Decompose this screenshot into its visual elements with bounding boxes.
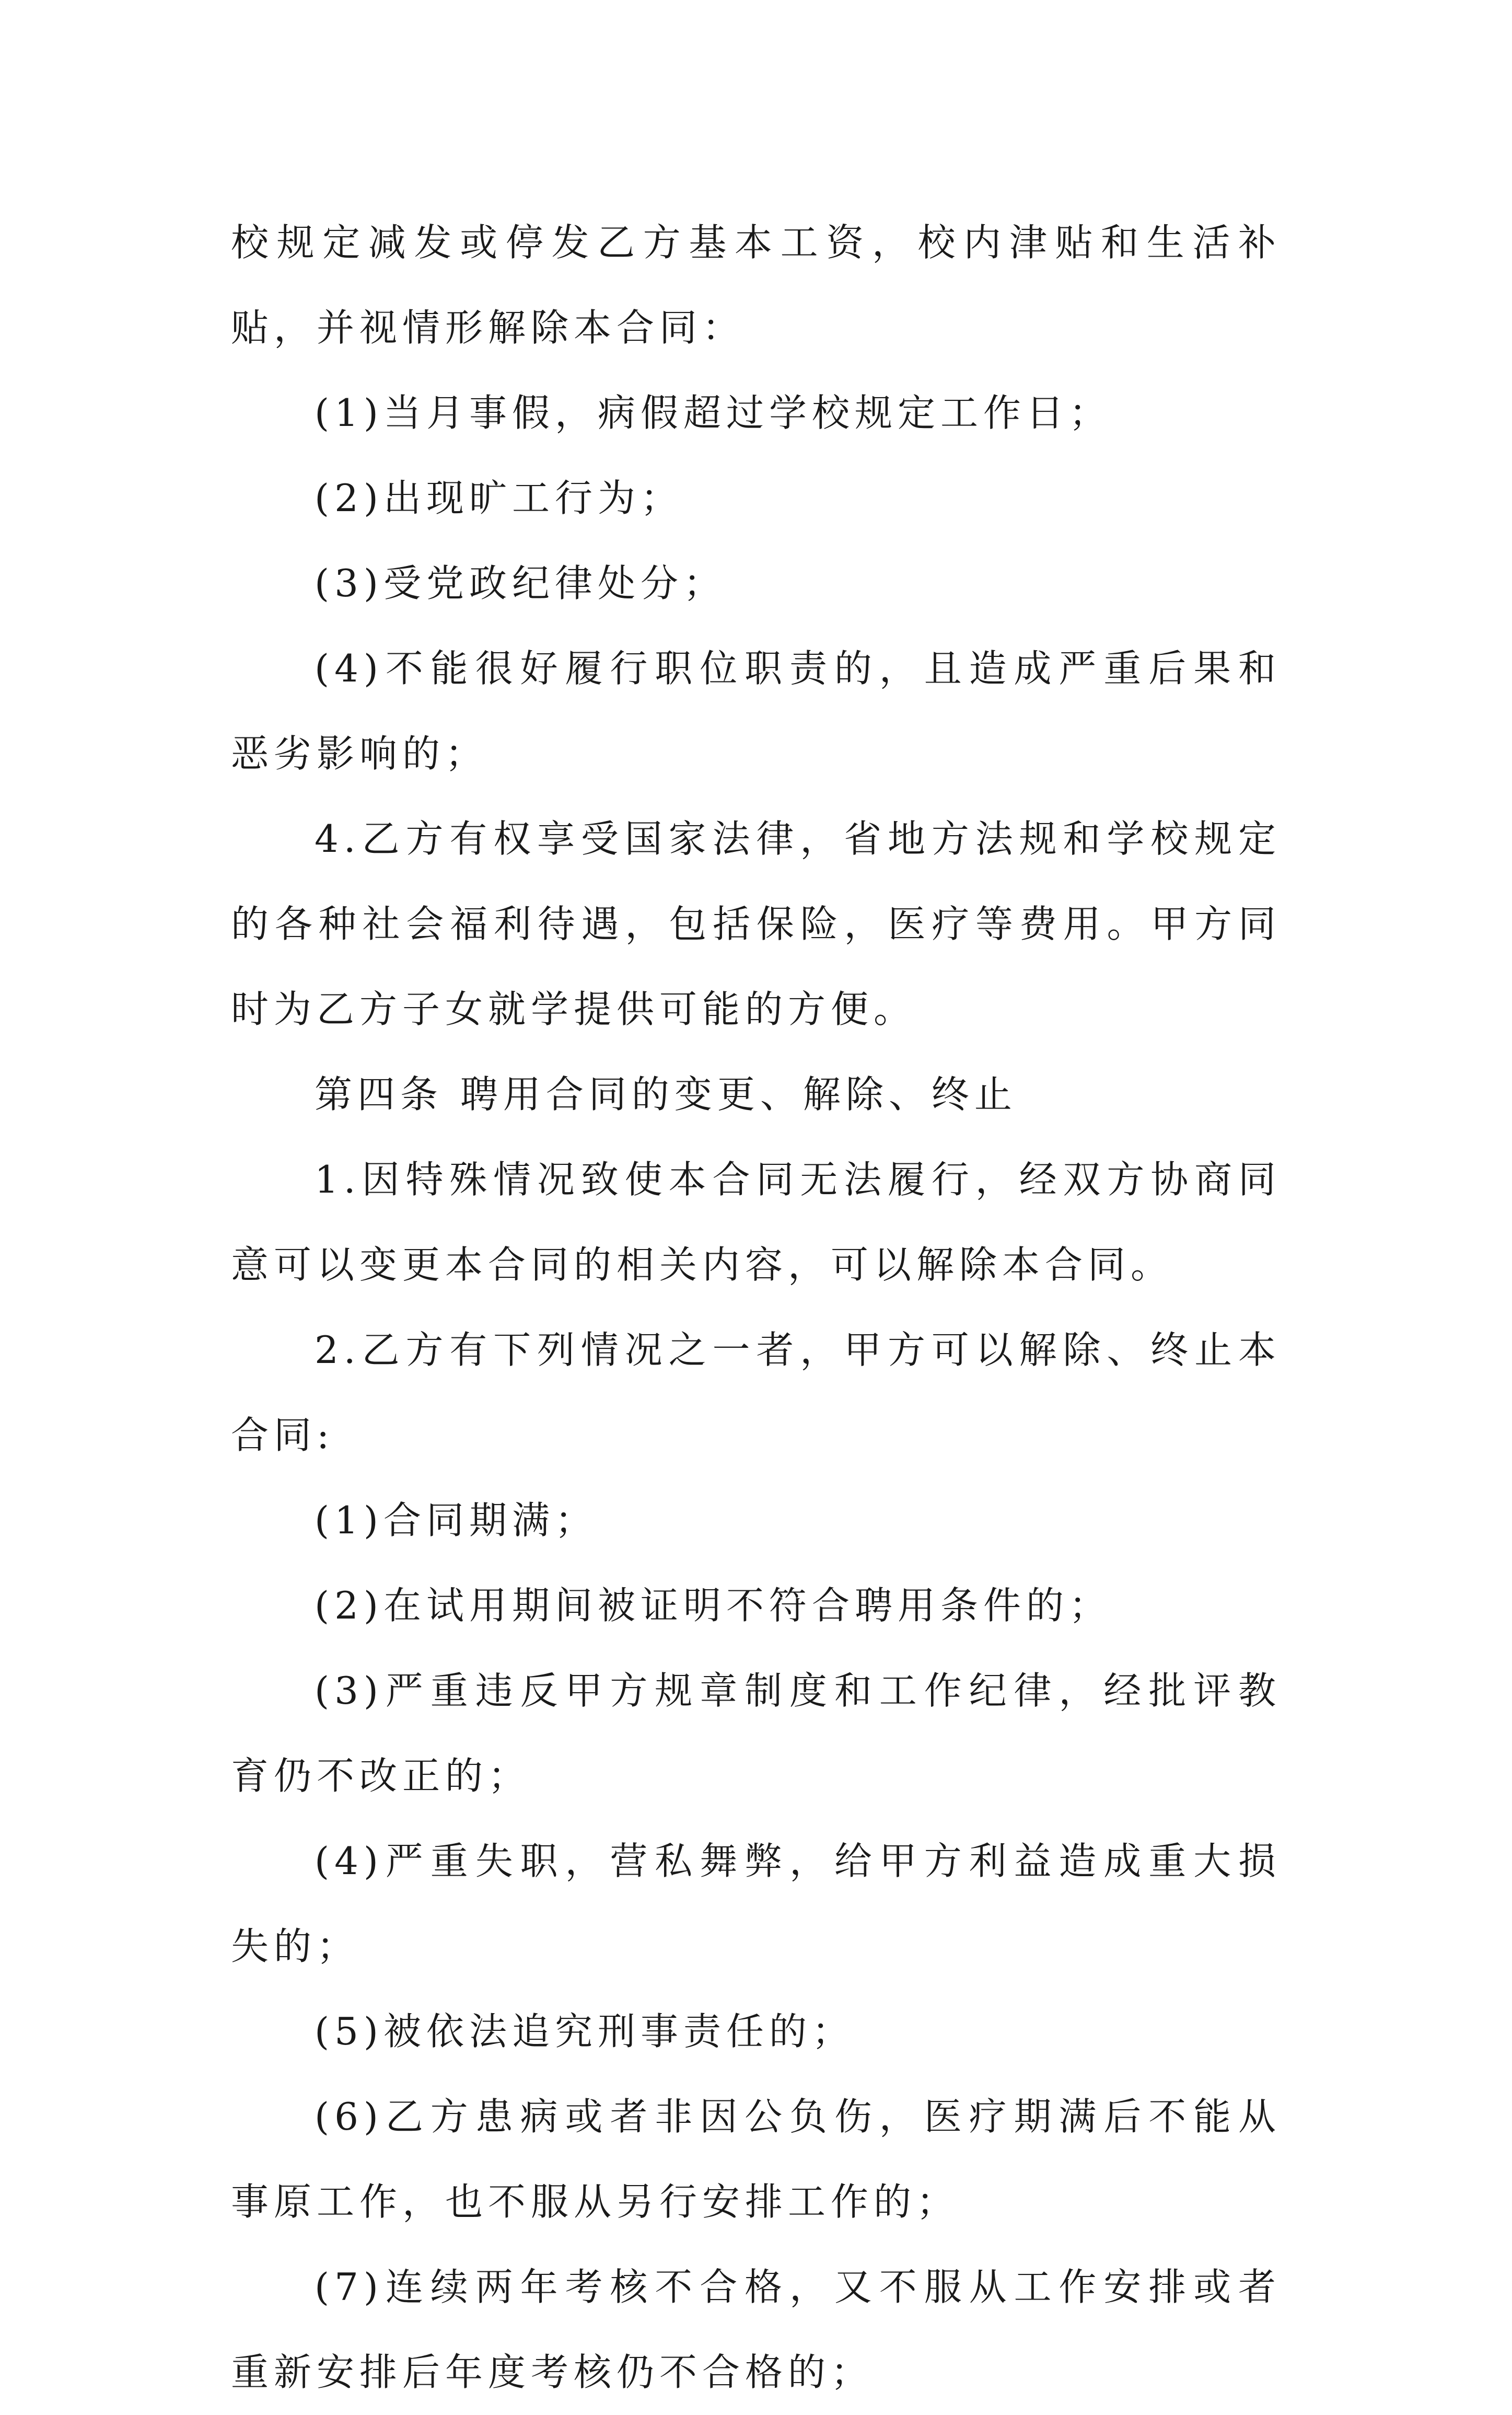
list-item: (3)严重违反甲方规章制度和工作纪律，经批评教育仍不改正的； [231,1669,1281,1798]
list-item: (2)在试用期间被证明不符合聘用条件的； [315,1584,1112,1627]
paragraph: 1.因特殊情况致使本合同无法履行，经双方协商同意可以变更本合同的相关内容，可以解除本合同。 [231,1158,1281,1287]
list-item: (5)被依法追究刑事责任的； [315,2009,855,2053]
body-text [231,200,1281,2415]
list-item: (7)连续两年考核不合格，又不服从工作安排或者重新安排后年度考核仍不合格的； [231,2265,1281,2394]
list-item: (1)合同期满； [315,1498,598,1542]
list-item: (1)当月事假，病假超过学校规定工作日； [315,391,1112,435]
list-item: (2)出现旷工行为； [315,476,683,520]
section-heading: 第四条 聘用合同的变更、解除、终止 [315,1072,1017,1116]
list-item: (6)乙方患病或者非因公负伤，医疗期满后不能从事原工作，也不服从另行安排工作的； [231,2095,1281,2224]
paragraph-continuation: 校规定减发或停发乙方基本工资，校内津贴和生活补贴，并视情形解除本合同： [231,221,1281,350]
paragraph: 4.乙方有权享受国家法律，省地方法规和学校规定的各种社会福利待遇，包括保险，医疗等费用。甲方同时为乙方子女就学提供可能的方便。 [231,817,1281,1031]
paragraph: 2.乙方有下列情况之一者，甲方可以解除、终止本合同: [231,1328,1281,1457]
list-item: (3)受党政纪律处分； [315,561,726,605]
list-item: (4)严重失职，营私舞弊，给甲方利益造成重大损失的； [231,1839,1281,1968]
list-item: (4)不能很好履行职位职责的，且造成严重后果和恶劣影响的； [231,646,1281,776]
